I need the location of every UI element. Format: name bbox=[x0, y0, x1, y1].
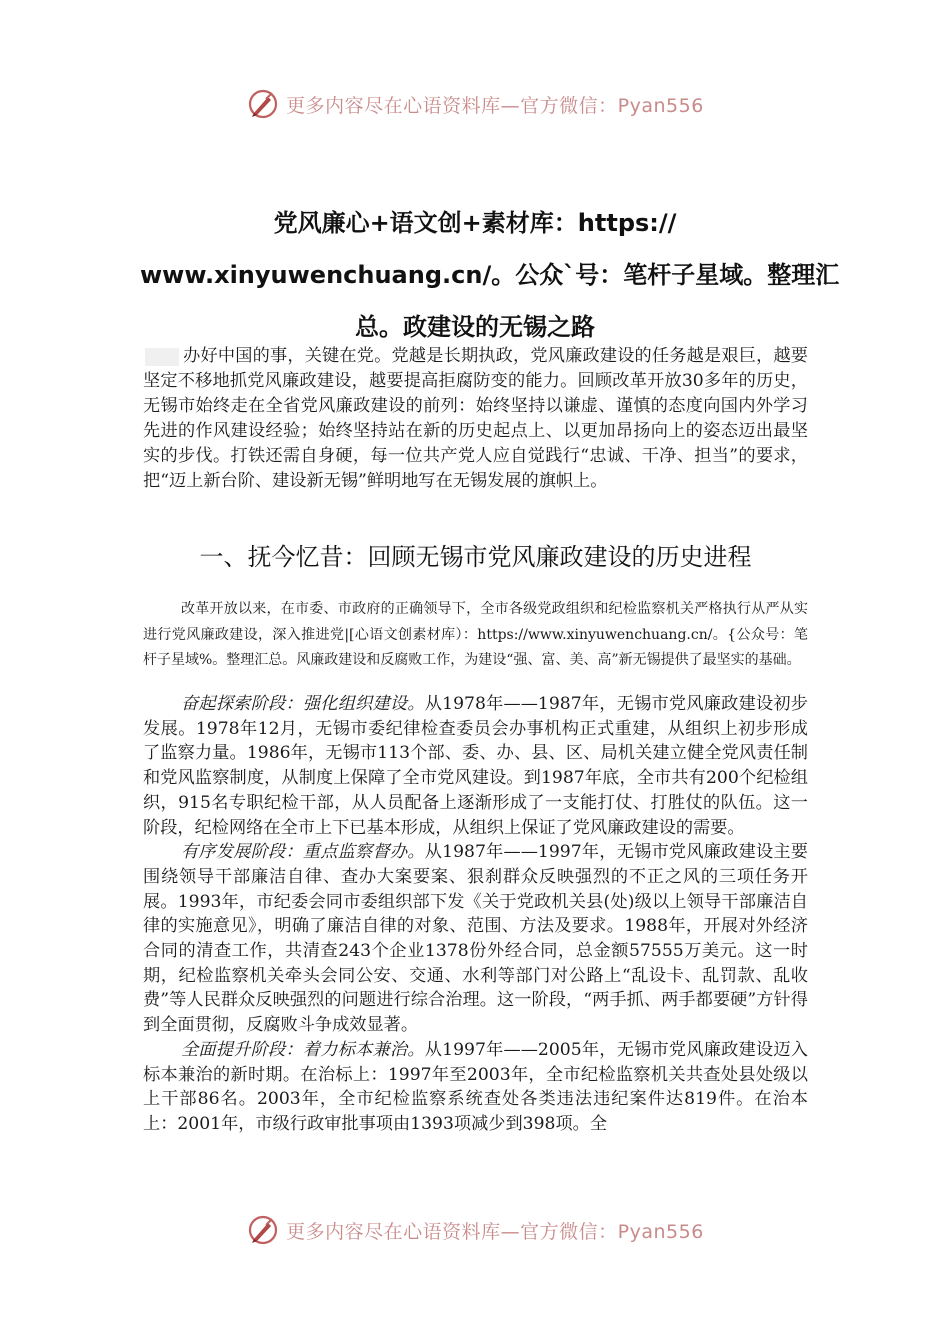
pen-logo-icon bbox=[246, 87, 280, 121]
intro-section bbox=[143, 344, 808, 494]
page-title bbox=[140, 197, 840, 353]
stage-label: 全面提升阶段：着力标本兼治。 bbox=[181, 1039, 425, 1060]
indent-mark bbox=[145, 348, 179, 366]
stage-text: 从1997年——2005年，无锡市党风廉政建设迈入标本兼治的新时期。在治标上：1997年至2003年，全市纪检监察机关共查处县处级以上干部86名。2003年，全市纪检监察系统查处各类违法违纪案件达819件。在治本上：2001年，市级行政审批事项由1393项减少到398项。全 bbox=[143, 1039, 808, 1134]
stage-text: 从1978年——1987年，无锡市党风廉政建设初步发展。1978年12月，无锡市委纪律检查委员会办事机构正式重建，从组织上初步形成了监察力量。1986年，无锡市113个部、委、办、县、区、局机关建立健全党风责任制和党风监察制度，从制度上保障了全市党风建设。到1987年底，全市共有200个纪检组织，915名专职纪检干部，从人员配备上逐渐形成了一支能打仗、打胜仗的队伍。这一阶段，纪检网络在全市上下已基本形成，从组织上保证了党风廉政建设的需要。 bbox=[143, 694, 808, 838]
header-banner bbox=[0, 84, 950, 124]
banner-text: 更多内容尽在心语资料库—官方微信：Pyan556 bbox=[286, 94, 704, 117]
small-paragraph: 改革开放以来，在市委、市政府的正确领导下，全市各级党政组织和纪检监察机关严格执行从严从实进行党风廉政建设，深入推进党|[心语文创素材库）：https://www.xinyuwenchuang.cn/。{公众号：笔杆子星域%。整理汇总。风廉政建设和反腐败工作，为建设“强、富、美、高”新无锡提供了最坚实的基础。 bbox=[143, 601, 808, 668]
pen-logo-icon bbox=[246, 1213, 280, 1247]
banner-text: 更多内容尽在心语资料库—官方微信：Pyan556 bbox=[286, 1220, 704, 1243]
stage-paragraph bbox=[143, 840, 808, 1038]
title-line-3: 总。政建设的无锡之路 bbox=[355, 313, 595, 341]
small-section bbox=[143, 597, 808, 674]
stage-text: 从1987年——1997年，无锡市党风廉政建设主要围绕领导干部廉洁自律、查办大案要案、狠刹群众反映强烈的不正之风的三项任务开展。1993年，市纪委会同市委组织部下发《关于党政机关县(处)级以上领导干部廉洁自律的实施意见》，明确了廉洁自律的对象、范围、方法及要求。1988年，开展对外经济合同的清查工作，共清查243个企业1378份外经合同，总金额57555万美元。这一时期，纪检监察机关牵头会同公安、交通、水利等部门对公路上“乱设卡、乱罚款、乱收费”等人民群众反映强烈的问题进行综合治理。这一阶段，“两手抓、两手都要硬”方针得到全面贯彻，反腐败斗争成效显著。 bbox=[143, 842, 808, 1036]
stage-label: 奋起探索阶段：强化组织建设。 bbox=[181, 694, 425, 714]
intro-text: 办好中国的事，关键在党。党越是长期执政，党风廉政建设的任务越是艰巨，越要坚定不移地抓党风廉政建设，越要提高拒腐防变的能力。回顾改革开放30多年的历史，无锡市始终走在全省党风廉政建设的前列：始终坚持以谦虚、谨慎的态度向国内外学习先进的作风建设经验；始终坚持站在新的历史起点上、以更加昂扬向上的姿态迈出最坚实的步伐。打铁还需自身硬，每一位共产党人应自觉践行“忠诚、干净、担当”的要求，把“迈上新台阶、建设新无锡”鲜明地写在无锡发展的旗帜上。 bbox=[143, 346, 808, 491]
title-line-1: 党风廉心+语文创+素材库：https:// bbox=[273, 209, 677, 237]
footer-banner bbox=[0, 1210, 950, 1250]
stage-paragraph bbox=[143, 1038, 808, 1137]
intro-paragraph bbox=[143, 344, 808, 494]
stage-paragraph bbox=[143, 692, 808, 840]
stages-section bbox=[143, 692, 808, 1137]
title-line-2: www.xinyuwenchuang.cn/。公众`号：笔杆子星域。整理汇 bbox=[140, 261, 840, 289]
section-heading: 一、抚今忆昔：回顾无锡市党风廉政建设的历史进程 bbox=[199, 543, 752, 571]
stage-label: 有序发展阶段：重点监察督办。 bbox=[181, 842, 425, 863]
